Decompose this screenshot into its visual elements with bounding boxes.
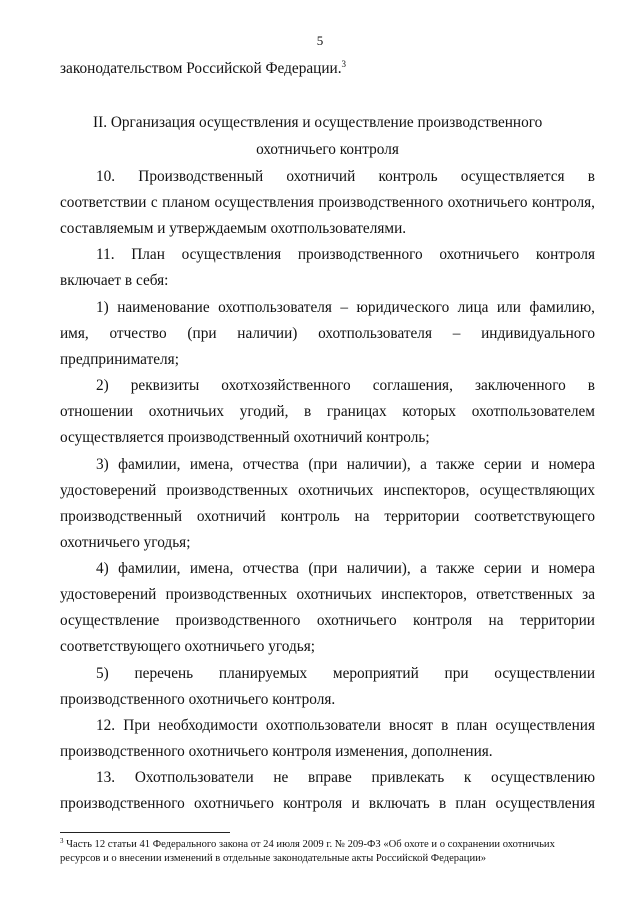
page-number: 5 xyxy=(316,33,324,48)
text-line: производственного охотничьего контроля и включать в план осуществления xyxy=(60,795,595,812)
text-line: охотничьего угодья; xyxy=(60,534,191,551)
text-line: осуществление производственного охотничьего контроля на территории xyxy=(60,612,595,629)
footnote-line xyxy=(60,838,595,852)
paragraph-10: 10. Производственный охотничий контроль осуществляется в xyxy=(96,168,595,185)
footnote-reference: 3 xyxy=(341,59,347,69)
text-line: включает в себя: xyxy=(60,272,169,289)
text-line: производственный охотничий контроль на территории соответствующего xyxy=(60,508,595,525)
text-line: осуществляется производственный охотничий контроль; xyxy=(60,429,430,446)
text-line: удостоверений производственных охотничьих инспекторов, ответственных за xyxy=(60,586,595,603)
footnote-marker: 3 xyxy=(60,837,64,845)
list-item-3: 3) фамилии, имена, отчества (при наличии), а также серии и номера xyxy=(96,456,595,473)
text-line: соответствии с планом осуществления производственного охотничьего контроля, xyxy=(60,194,595,211)
paragraph-11: 11. План осуществления производственного охотничьего контроля xyxy=(96,246,595,263)
list-item-5: 5) перечень планируемых мероприятий при осуществлении xyxy=(96,665,595,682)
section-heading: II. Организация осуществления и осуществление производственного xyxy=(93,114,543,131)
list-item-4: 4) фамилии, имена, отчества (при наличии), а также серии и номера xyxy=(96,560,595,577)
list-item-2: 2) реквизиты охотхозяйственного соглашения, заключенного в xyxy=(96,377,595,394)
text-line: соответствующего охотничьего угодья; xyxy=(60,638,316,655)
text-line: отношении охотничьих угодий, в границах которых охотпользователем xyxy=(60,403,595,420)
paragraph-13: 13. Охотпользователи не вправе привлекать к осуществлению xyxy=(96,769,595,786)
footnote-divider xyxy=(60,832,230,833)
text-line-content: законодательством Российской Федерации. xyxy=(60,60,342,77)
text-line: имя, отчество (при наличии) охотпользователя – индивидуального xyxy=(60,325,595,342)
text-line: предпринимателя; xyxy=(60,351,179,368)
text-line: производственного охотничьего контроля. xyxy=(60,691,336,708)
text-line: составляемым и утверждаемым охотпользователями. xyxy=(60,220,407,237)
footnote-line: ресурсов и о внесении изменений в отдельные законодательные акты Российской Федерации» xyxy=(60,853,487,864)
text-line: производственного охотничьего контроля изменения, дополнения. xyxy=(60,743,493,760)
paragraph-12: 12. При необходимости охотпользователи вносят в план осуществления xyxy=(96,717,595,734)
text-line xyxy=(60,59,595,79)
footnote-text: Часть 12 статьи 41 Федерального закона от 24 июля 2009 г. № 209-ФЗ «Об охоте и о сохранении охотничьих xyxy=(63,839,555,850)
list-item-1: 1) наименование охотпользователя – юридического лица или фамилию, xyxy=(96,299,595,316)
text-line: удостоверений производственных охотничьих инспекторов, осуществляющих xyxy=(60,482,595,499)
section-heading-cont: охотничьего контроля xyxy=(256,141,399,158)
